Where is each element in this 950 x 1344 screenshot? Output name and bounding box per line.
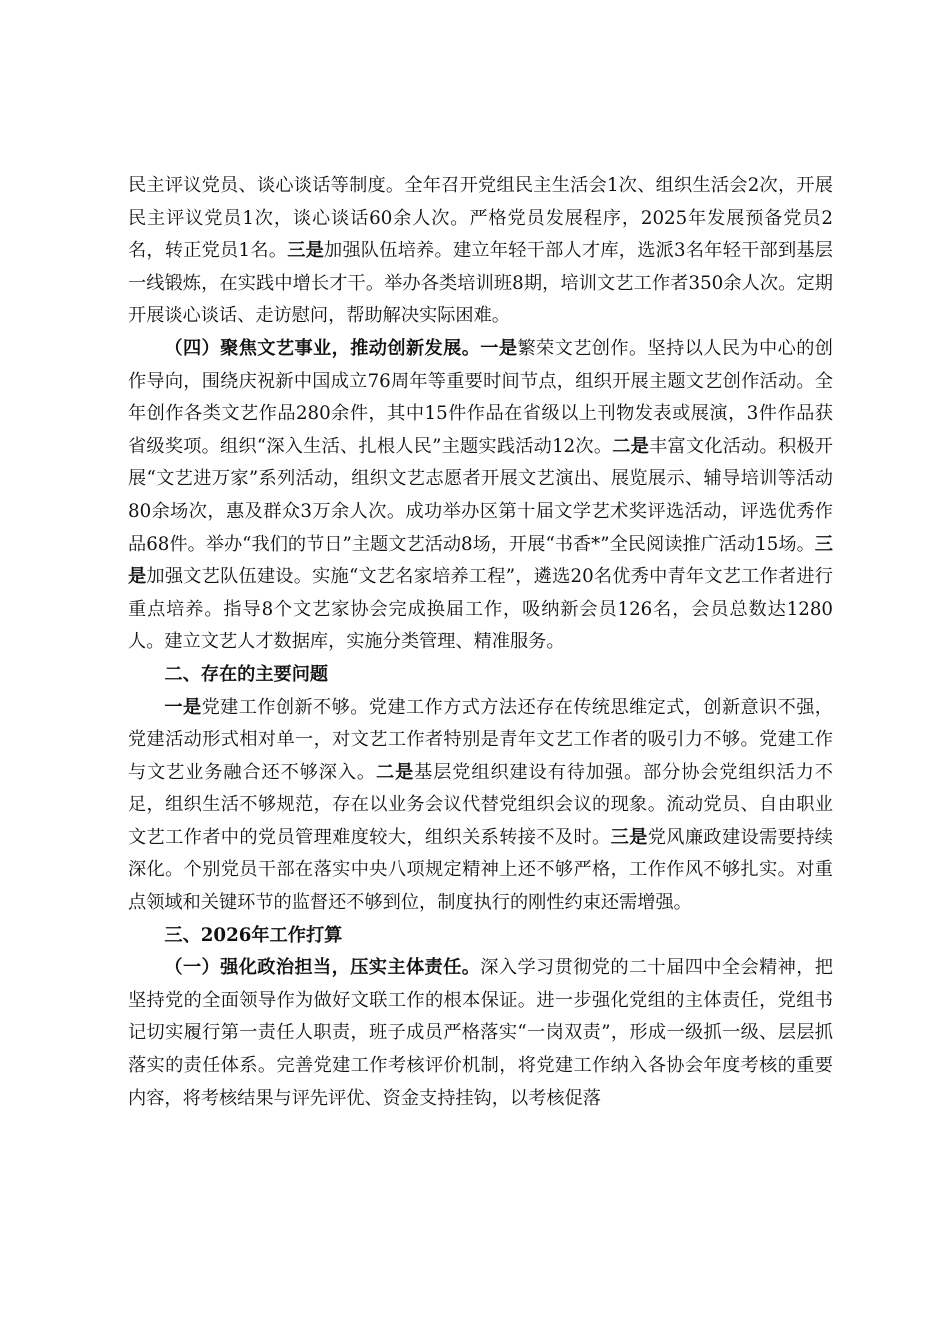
- paragraph-focus-arts: [128, 333, 833, 659]
- bold-marker-first: 一是: [480, 337, 518, 359]
- paragraph-text: 加强文艺队伍建设。实施“文艺名家培养工程”，遴选20名优秀中青年文艺工作者进行重点培养。指导8个文艺家协会完成换届工作，吸纳新会员126名，会员总数达1280人。建立文艺人才数据库，实施分类管理、精准服务。: [128, 566, 833, 653]
- section-heading-plan: 三、2026年工作打算: [164, 924, 343, 946]
- document-page: [128, 170, 833, 1115]
- section-heading-problems: 二、存在的主要问题: [164, 663, 329, 685]
- paragraph-text: 繁荣文艺创作。坚持以人民为中心的创作导向，围绕庆祝新中国成立76周年等重要时间节点，组织开展主题文艺创作活动。全年创作各类文艺作品280余件，其中15件作品在省级以上刊物发表或展演，3件作品获省级奖项。组织“深入生活、扎根人民”主题实践活动12次。: [128, 337, 833, 457]
- paragraph-text: 民主评议党员、谈心谈话等制度。全年召开党组民主生活会1次、组织生活会2次，开展民主评议党员1次，谈心谈话60余人次。严格党员发展程序，2025年发展预备党员2名，转正党员1名。: [128, 175, 833, 262]
- bold-marker-third: 三是: [128, 533, 833, 588]
- paragraph-text: 深入学习贯彻党的二十届四中全会精神，把坚持党的全面领导作为做好文联工作的根本保证。进一步强化党组的主体责任，党组书记切实履行第一责任人职责，班子成员严格落实“一岗双责”，形成一级抓一级、层层抓落实的责任体系。完善党建工作考核评价机制，将党建工作纳入各协会年度考核的重要内容，将考核结果与评先评优、资金支持挂钩，以考核促落: [128, 957, 833, 1109]
- paragraph-text: 加强队伍培养。建立年轻干部人才库，选派3名年轻干部到基层一线锻炼，在实践中增长才干。举办各类培训班8期，培训文艺工作者350余人次。定期开展谈心谈话、走访慰问，帮助解决实际困难。: [128, 240, 833, 327]
- bold-marker-second: 二是: [612, 435, 650, 457]
- paragraph-text: 党风廉政建设需要持续深化。个别党员干部在落实中央八项规定精神上还不够严格，工作作风不够扎实。对重点领域和关键环节的监督还不够到位，制度执行的刚性约束还需增强。: [128, 826, 833, 914]
- subsection-heading: （四）聚焦文艺事业，推动创新发展。: [164, 337, 481, 359]
- paragraph-problems: [128, 692, 833, 920]
- bold-marker-third: 三是: [610, 826, 648, 848]
- bold-marker-first: 一是: [164, 696, 202, 718]
- paragraph-text: 基层党组织建设有待加强。部分协会党组织活力不足，组织生活不够规范，存在以业务会议代替党组织会议的现象。流动党员、自由职业文艺工作者中的党员管理难度较大，组织关系转接不及时。: [128, 761, 833, 848]
- paragraph-political-responsibility: [128, 952, 833, 1115]
- paragraph-text: 丰富文化活动。积极开展“文艺进万家”系列活动，组织文艺志愿者开展文艺演出、展览展示、辅导培训等活动80余场次，惠及群众3万余人次。成功举办区第十届文学艺术奖评选活动，评选优秀作品68件。举办“我们的节日”主题文艺活动8场，开展“书香*”全民阅读推广活动15场。: [128, 435, 833, 555]
- paragraph-text: 党建工作创新不够。党建工作方式方法还存在传统思维定式，创新意识不强，党建活动形式相对单一，对文艺工作者特别是青年文艺工作者的吸引力不够。党建工作与文艺业务融合还不够深入。: [128, 696, 833, 783]
- bold-marker-third: 三是: [287, 240, 325, 262]
- bold-marker-second: 二是: [376, 761, 415, 783]
- subsection-heading: （一）强化政治担当，压实主体责任。: [164, 957, 481, 979]
- paragraph-party-building-continued: [128, 170, 833, 333]
